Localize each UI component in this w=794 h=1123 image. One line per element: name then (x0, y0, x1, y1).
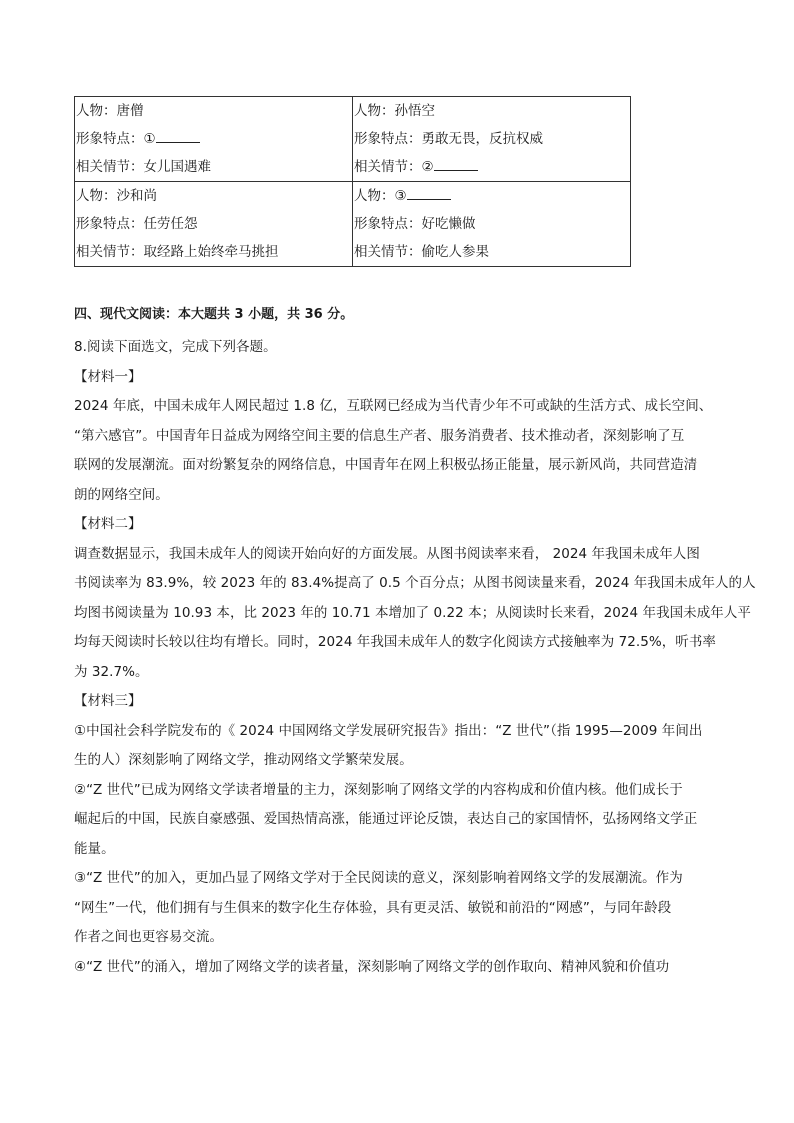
answer-blank-3[interactable] (407, 187, 451, 200)
table-cell-sha-heshang (75, 182, 353, 267)
table-cell-unknown-character (353, 182, 631, 267)
material-line: 朗的网络空间。 (74, 486, 169, 503)
material-line: ②“Z 世代”已成为网络文学读者增量的主力，深刻影响了网络文学的内容构成和价值内核。他们成长于 (74, 781, 683, 798)
material-line: 作者之间也更容易交流。 (74, 929, 224, 945)
cell-trait (76, 125, 352, 153)
cell-plot-label: 相关情节：② (354, 159, 434, 175)
cell-plot (354, 153, 630, 181)
character-table (74, 96, 631, 267)
material-line: “第六感官”。中国青年日益成为网络空间主要的信息生产者、服务消费者、技术推动者，深刻影响了互 (74, 427, 685, 444)
material-line: 为 32.7%。 (74, 663, 149, 680)
question-stem: 8.阅读下面选文，完成下列各题。 (74, 339, 277, 355)
table-cell-tang-seng (75, 97, 353, 182)
cell-character (354, 182, 630, 210)
cell-trait: 形象特点：好吃懒做 (354, 216, 476, 232)
material-line: 生的人）深刻影响了网络文学，推动网络文学繁荣发展。 (74, 752, 413, 768)
cell-character: 人物：唐僧 (76, 103, 144, 119)
cell-character-label: 人物：③ (354, 188, 407, 204)
answer-blank-1[interactable] (156, 130, 200, 143)
cell-trait: 形象特点：任劳任怨 (76, 216, 198, 232)
section-title: 四、现代文阅读：本大题共 3 小题，共 36 分。 (74, 307, 354, 322)
table-row (75, 97, 631, 182)
material-line: 均图书阅读量为 10.93 本，比 2023 年的 10.71 本增加了 0.22 本；从阅读时长来看，2024 年我国未成年人平 (74, 604, 751, 621)
material-heading: 【材料一】 (74, 368, 142, 385)
cell-character: 人物：沙和尚 (76, 188, 157, 204)
material-line: 崛起后的中国，民族自豪感强、爱国热情高涨，能通过评论反馈，表达自己的家国情怀，弘扬网络文学正 (74, 811, 698, 827)
material-line: ③“Z 世代”的加入，更加凸显了网络文学对于全民阅读的意义，深刻影响着网络文学的发展潮流。作为 (74, 870, 683, 886)
cell-plot: 相关情节：取经路上始终牵马挑担 (76, 244, 279, 260)
cell-trait: 形象特点：勇敢无畏，反抗权威 (354, 131, 543, 147)
material-line: 联网的发展潮流。面对纷繁复杂的网络信息，中国青年在网上积极弘扬正能量，展示新风尚，共同营造清 (74, 457, 698, 473)
material-line: “网生”一代，他们拥有与生俱来的数字化生存体验，具有更灵活、敏锐和前沿的“网感”，与同年龄段 (74, 899, 672, 916)
material-heading: 【材料二】 (74, 516, 142, 532)
cell-trait-label: 形象特点：① (76, 131, 156, 147)
table-cell-sun-wukong (353, 97, 631, 182)
reading-passage (74, 333, 756, 982)
material-line: 2024 年底，中国未成年人网民超过 1.8 亿，互联网已经成为当代青少年不可或缺的生活方式、成长空间、 (74, 398, 713, 414)
material-heading: 【材料三】 (74, 693, 142, 709)
cell-character: 人物：孙悟空 (354, 103, 435, 119)
cell-plot: 相关情节：女儿国遇难 (76, 159, 211, 175)
material-line: ①中国社会科学院发布的《 2024 中国网络文学发展研究报告》指出：“Z 世代”（指 1995—2009 年间出 (74, 722, 703, 739)
material-line: 能量。 (74, 840, 115, 857)
material-line: 书阅读率为 83.9%，较 2023 年的 83.4%提高了 0.5 个百分点；从图书阅读量来看，2024 年我国未成年人的人 (74, 575, 756, 591)
answer-blank-2[interactable] (434, 158, 478, 171)
material-line: 调查数据显示，我国未成年人的阅读开始向好的方面发展。从图书阅读率来看， 2024 年我国未成年人图 (74, 545, 700, 562)
material-line: 均每天阅读时长较以往均有增长。同时，2024 年我国未成年人的数字化阅读方式接触率为 72.5%，听书率 (74, 634, 716, 650)
table-row (75, 182, 631, 267)
cell-plot: 相关情节：偷吃人参果 (354, 244, 489, 260)
material-line: ④“Z 世代”的涌入，增加了网络文学的读者量，深刻影响了网络文学的创作取向、精神风貌和价值功 (74, 958, 670, 975)
